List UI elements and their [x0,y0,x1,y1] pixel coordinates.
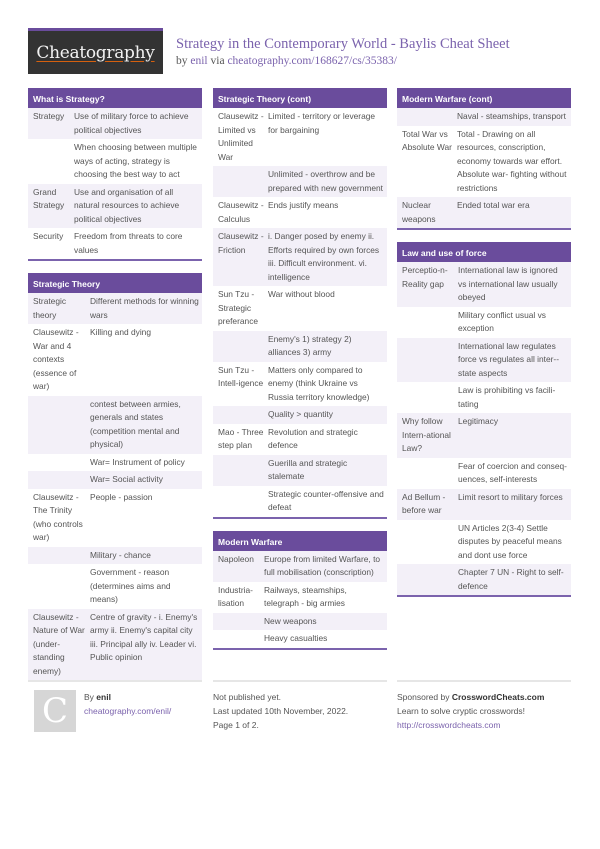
row-key [213,615,260,629]
table-row [397,108,571,126]
row-value: International law regulates force vs regulates all inter--state aspects [458,340,560,378]
row-value: Freedom from threats to core values [74,231,183,255]
section-law-and-use-of-force [397,242,571,597]
table-row [397,413,571,458]
row-value: Total - Drawing on all resources, conscription, economy towards war effort. Absolute war- fighting without restrictions [457,128,567,193]
table-row [397,126,571,198]
row-value: Chapter 7 UN - Right to self-defence [458,567,564,591]
row-value: Limited - territory or leverage for bargaining [268,111,376,135]
row-key: Clausewitz - Nature of War (under-standing enemy) [33,611,85,676]
row-value: Europe from limited Warfare, to full mobilisation (conscription) [264,553,381,577]
row-key: Strategy [33,111,65,121]
via-label: via [210,55,225,67]
row-value: Killing and dying [90,327,151,337]
row-value: Unlimited - overthrow and be prepared with new government [268,169,383,193]
footer-author-name[interactable]: enil [96,692,111,702]
sponsor-link[interactable]: http://crosswordcheats.com [397,720,501,730]
row-key: Napoleon [218,553,254,564]
row-key [28,473,86,487]
row-key: Why follow Intern-ational Law? [402,416,451,453]
table-row [397,307,571,338]
section-title: Law and use of force [397,242,571,262]
row-value: International law is ignored vs international law usually obeyed [458,265,558,302]
table-row [397,382,571,413]
table-row [28,489,202,547]
column-3 [397,88,571,609]
row-key [213,408,264,422]
table-row [397,520,571,565]
section-title: Modern Warfare [213,531,387,551]
row-key: Sun Tzu - Strategic preferance [218,289,259,326]
row-value: Guerilla and strategic stalemate [268,457,348,481]
section-modern-warfare [213,531,387,650]
row-key [397,340,454,381]
row-value: Matters only compared to enemy (think Ukraine vs Russia territory knowledge) [268,364,370,402]
sheet-url-link[interactable]: cheatography.com/168627/cs/35383/ [227,55,397,67]
row-value: Ends justify means [268,200,339,210]
author-link[interactable]: enil [190,55,208,67]
table-row [28,228,202,259]
row-key: Sun Tzu - Intell-igence [218,364,264,388]
section-what-is-strategy [28,88,202,261]
title-block [176,36,510,67]
row-key [213,168,264,195]
table-row [213,331,387,362]
row-value: People - passion [90,491,153,502]
by-prefix: by [176,55,188,67]
row-key: Ad Bellum - before war [402,491,446,515]
row-key: Mao - Three step plan [218,426,264,450]
row-key [213,488,264,515]
row-value: War= Social activity [90,474,163,484]
table-row [28,324,202,396]
row-key: Clausewitz - Friction [218,231,264,255]
row-value: UN Articles 2(3-4) Settle disputes by peaceful means and dont use force [458,522,562,560]
page-header [28,28,572,74]
avatar-letter: C [41,691,68,731]
row-value: Revolution and strategic defence [268,426,358,450]
table-row [213,228,387,286]
sponsor-name[interactable]: CrosswordCheats.com [451,692,545,702]
row-key [28,141,70,182]
by-label: By [84,692,94,702]
row-value: Law is prohibiting vs facili-tating [458,385,556,409]
byline [176,55,510,67]
row-key: Perceptio-n-Reality gap [402,265,448,289]
publish-status: Not published yet. [213,692,282,702]
sponsor-prefix: Sponsored by [397,692,450,702]
table-row [28,609,202,681]
row-value: Different methods for winning wars [90,296,199,320]
table-row [28,184,202,229]
row-value: Use of military force to achieve political objectives [74,111,189,135]
row-key: Security [33,231,64,241]
column-2 [213,88,387,662]
section-title: Modern Warfare (cont) [397,88,571,108]
table-row [28,454,202,472]
row-value: Railways, steamships, telegraph - big armies [264,584,347,608]
footer-sponsor [397,680,571,732]
row-key: Clausewitz - War and 4 contexts (essence of war) [33,327,79,391]
section-modern-warfare-cont [397,88,571,230]
table-row [28,564,202,609]
row-value: Enemy's 1) strategy 2) alliances 3) army [268,333,352,357]
row-key: Clausewitz - The Trinity (who controls war) [33,491,83,542]
table-row [397,262,571,307]
row-key: Clausewitz - Calculus [218,200,264,224]
row-value: i. Danger posed by enemy ii. Efforts required by own forces iii. Difficult environment. vi. intelligence [268,231,380,282]
table-row [213,630,387,648]
section-strategic-theory-cont [213,88,387,519]
table-row [213,613,387,631]
table-row [213,108,387,166]
row-value: Military - chance [90,549,151,560]
row-value: Government - reason (determines aims and means) [90,567,171,604]
table-row [397,489,571,520]
row-value: Military conflict usual vs exception [458,309,546,333]
row-key [397,522,454,563]
sponsor-tagline: Learn to solve cryptic crosswords! [397,706,526,716]
row-key [28,566,86,607]
row-value: Strategic counter-offensive and defeat [268,488,384,512]
logo-text: Cheatography [36,42,155,63]
table-row [28,293,202,324]
table-row [213,424,387,455]
row-key [28,398,86,452]
table-row [28,139,202,184]
last-updated: Last updated 10th November, 2022. [213,706,349,716]
row-key [397,384,454,411]
table-row [28,471,202,489]
table-row [213,166,387,197]
row-value: Ended total war era [457,200,530,210]
table-row [397,564,571,595]
section-strategic-theory [28,273,202,682]
page-number: Page 1 of 2. [213,720,259,730]
row-key [213,333,264,360]
row-value: War without blood [268,289,335,299]
table-row [213,362,387,407]
table-row [213,286,387,331]
footer-meta [213,680,387,732]
row-value: Limit resort to military forces [458,491,563,502]
column-1 [28,88,202,694]
row-key [28,456,86,470]
row-value: contest between armies, generals and states (competition mental and physical) [90,398,181,449]
row-value: Centre of gravity - i. Enemy's army ii. Enemy's capital city iii. Principal ally iv. Leader vi. Public opinion [90,611,198,662]
table-row [213,197,387,228]
table-row [28,396,202,454]
table-row [397,458,571,489]
row-key [397,309,454,336]
table-row [213,486,387,517]
row-key [213,632,260,646]
row-key [213,457,264,484]
table-row [397,338,571,383]
table-row [397,197,571,228]
section-title: Strategic Theory (cont) [213,88,387,108]
row-value: Use and organisation of all natural resources to achieve political objectives [74,186,180,224]
section-title: What is Strategy? [28,88,202,108]
row-key [397,566,454,593]
row-key [397,110,453,124]
row-value: Quality > quantity [268,409,333,419]
row-key: Industria-lisation [218,584,253,608]
avatar[interactable] [34,690,76,732]
row-key: Clausewitz - Limited vs Unlimited War [218,111,264,162]
row-key: Grand Strategy [33,186,65,210]
row-key: Nuclear weapons [402,200,436,224]
table-row [213,455,387,486]
author-profile-link[interactable]: cheatography.com/enil/ [84,706,172,716]
table-row [213,551,387,582]
row-value: Heavy casualties [264,633,328,643]
row-key [28,549,86,563]
row-key [397,460,454,487]
table-row [213,582,387,613]
page-title: Strategy in the Contemporary World - Baylis Cheat Sheet [176,36,510,52]
table-row [28,108,202,139]
row-value: New weapons [264,615,317,626]
row-value: When choosing between multiple ways of acting, strategy is choosing the best way to act [74,142,197,179]
row-value: Fear of coercion and conseq-uences, self-interests [458,460,567,484]
row-key: Strategic theory [33,296,67,320]
footer-author [28,680,202,731]
cheatography-logo[interactable] [28,28,163,74]
row-value: War= Instrument of policy [90,456,185,467]
table-row [213,406,387,424]
row-value: Legitimacy [458,416,499,426]
row-key: Total War vs Absolute War [402,128,452,152]
section-title: Strategic Theory [28,273,202,293]
row-value: Naval - steamships, transport [457,111,566,121]
table-row [28,547,202,565]
